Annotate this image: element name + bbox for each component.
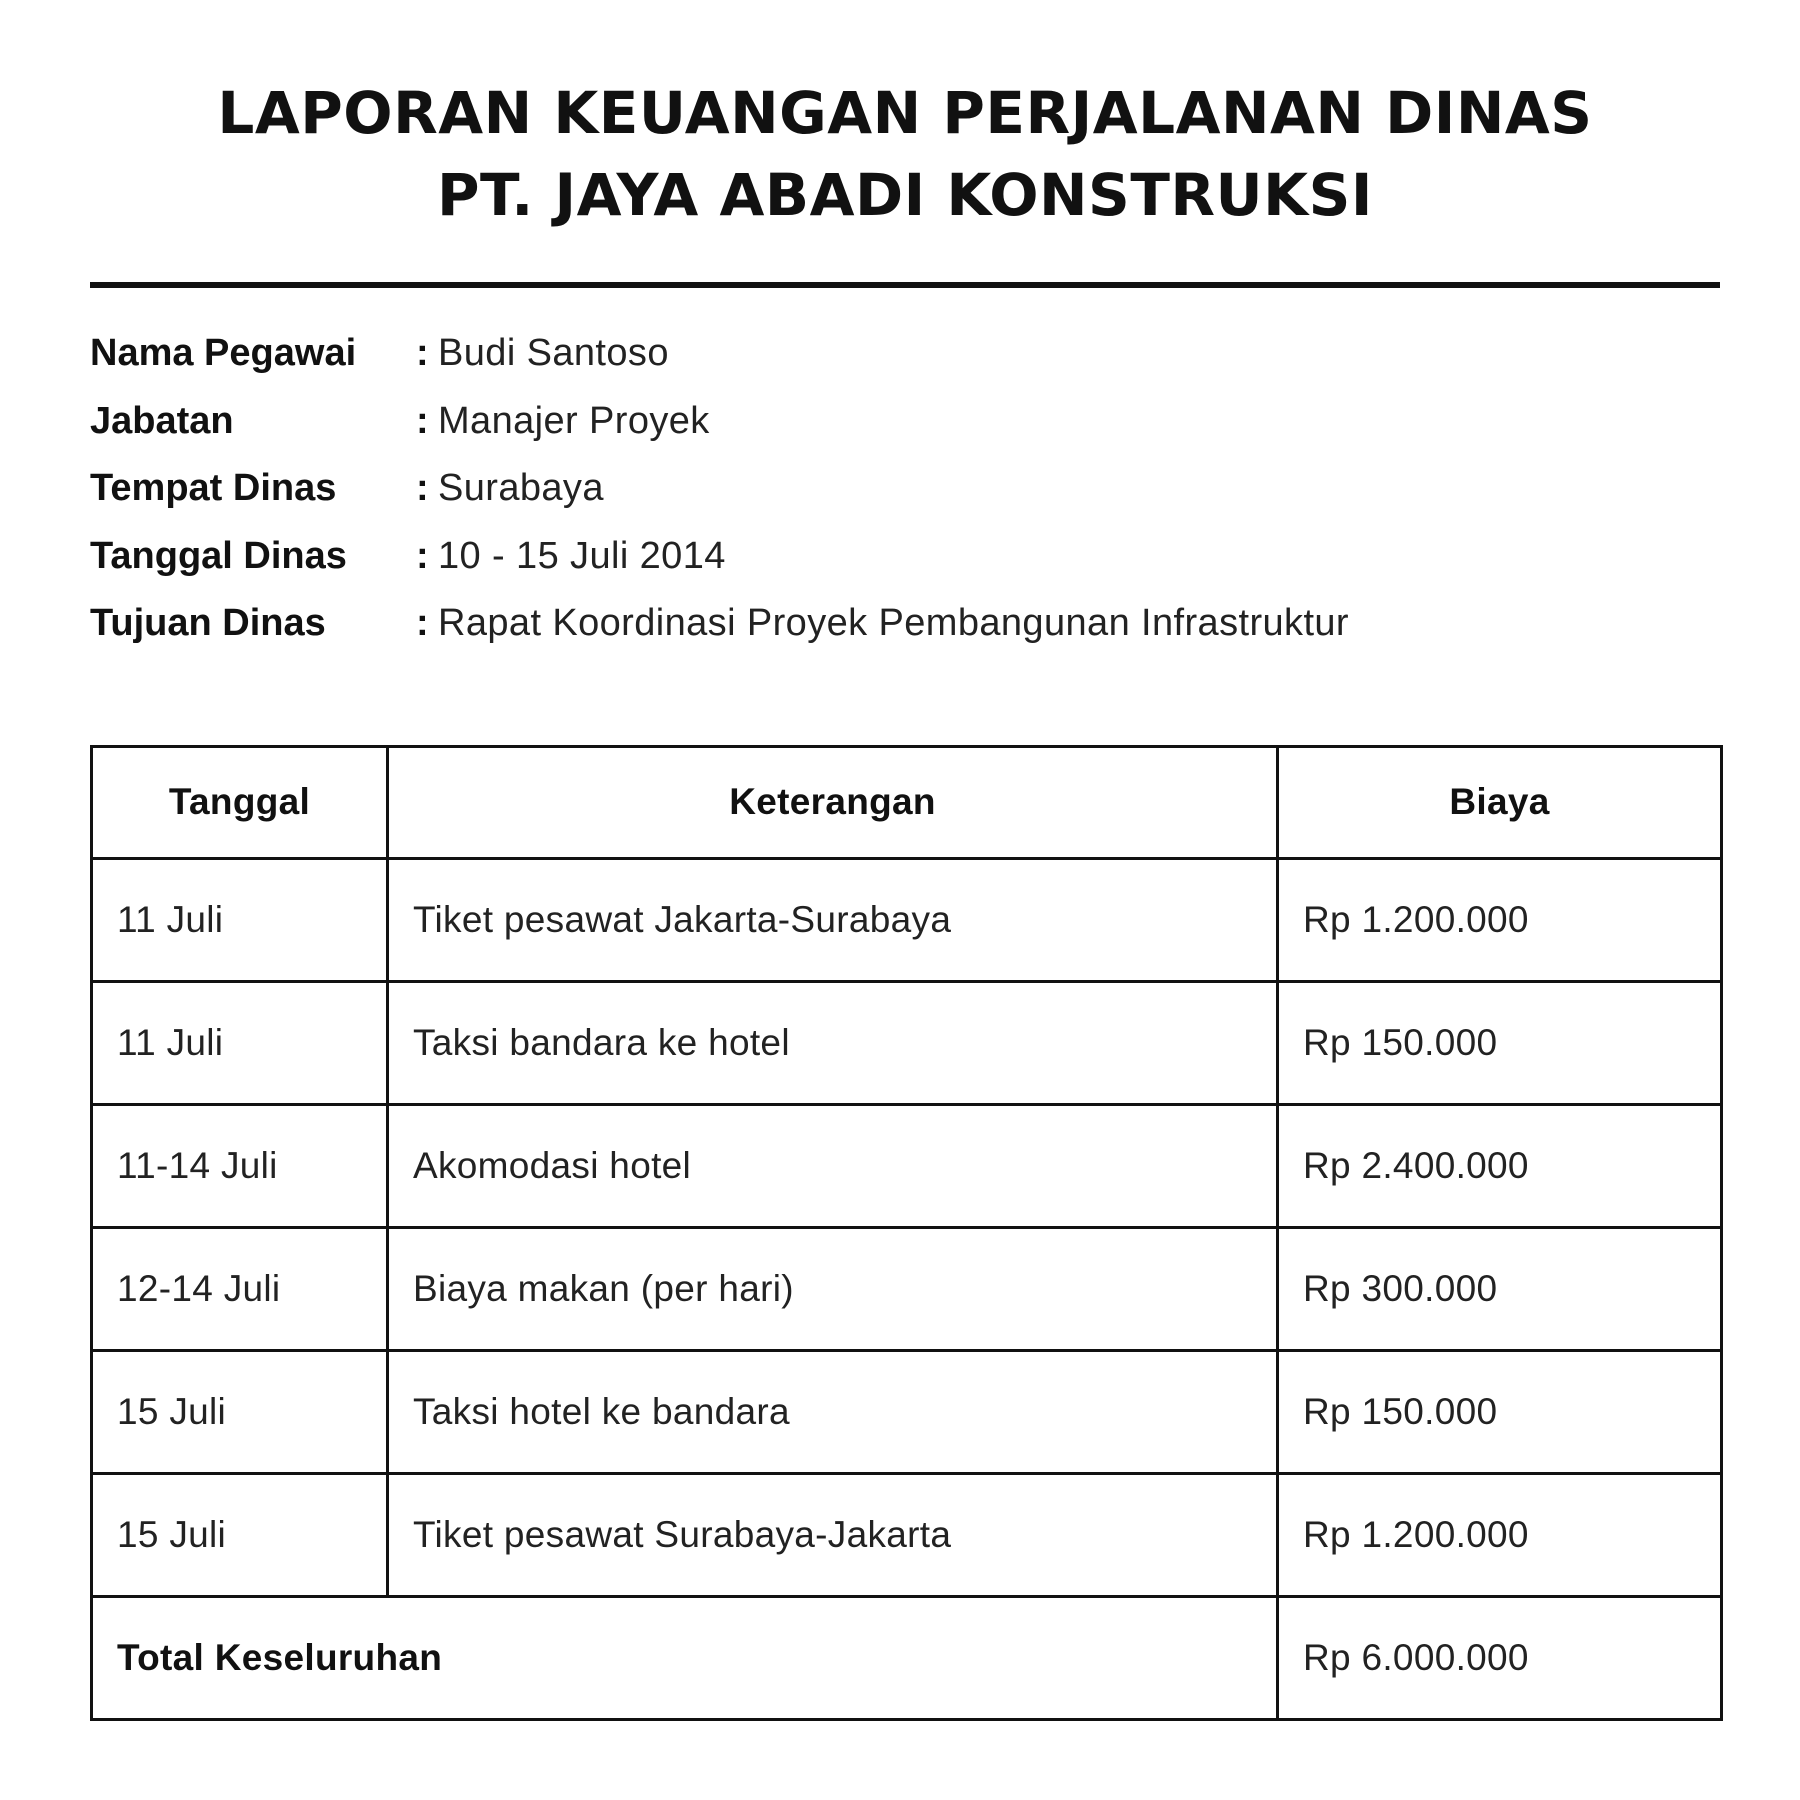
info-row-jabatan xyxy=(90,400,1720,468)
cell-description: Tiket pesawat Jakarta-Surabaya xyxy=(388,858,1278,981)
cell-cost: Rp 150.000 xyxy=(1278,1350,1722,1473)
info-value: Budi Santoso xyxy=(438,332,669,374)
cell-cost: Rp 150.000 xyxy=(1278,981,1722,1104)
table-row xyxy=(92,981,1722,1104)
cell-description: Biaya makan (per hari) xyxy=(388,1227,1278,1350)
info-label: Nama Pegawai xyxy=(90,332,357,374)
title-line-2: PT. JAYA ABADI KONSTRUKSI xyxy=(437,161,1373,229)
employee-info xyxy=(90,332,1720,670)
total-value: Rp 6.000.000 xyxy=(1278,1596,1722,1719)
info-row-tempat xyxy=(90,467,1720,535)
header-tanggal: Tanggal xyxy=(92,746,388,858)
info-label: Tanggal Dinas xyxy=(90,534,347,577)
info-colon: : xyxy=(416,602,429,644)
info-colon: : xyxy=(416,399,429,442)
cell-date: 11 Juli xyxy=(92,858,388,981)
cell-description: Tiket pesawat Surabaya-Jakarta xyxy=(388,1473,1278,1596)
title-divider xyxy=(90,282,1720,288)
header-keterangan: Keterangan xyxy=(388,746,1278,858)
table-row xyxy=(92,1350,1722,1473)
cell-description: Taksi bandara ke hotel xyxy=(388,981,1278,1104)
expense-table xyxy=(90,745,1723,1721)
info-label: Tujuan Dinas xyxy=(90,602,326,644)
cell-cost: Rp 1.200.000 xyxy=(1278,858,1722,981)
title-line-1: LAPORAN KEUANGAN PERJALANAN DINAS xyxy=(217,79,1593,147)
info-value: Surabaya xyxy=(438,467,604,509)
info-row-tujuan xyxy=(90,602,1720,670)
info-value: 10 - 15 Juli 2014 xyxy=(438,534,726,577)
report-title xyxy=(90,72,1720,236)
cell-description: Taksi hotel ke bandara xyxy=(388,1350,1278,1473)
info-row-tanggal xyxy=(90,535,1720,603)
table-row xyxy=(92,858,1722,981)
cell-description: Akomodasi hotel xyxy=(388,1104,1278,1227)
info-row-nama xyxy=(90,332,1720,400)
table-row xyxy=(92,1473,1722,1596)
info-colon: : xyxy=(416,534,429,577)
cell-date: 11-14 Juli xyxy=(92,1104,388,1227)
cell-date: 12-14 Juli xyxy=(92,1227,388,1350)
info-label: Jabatan xyxy=(90,399,234,442)
info-value: Rapat Koordinasi Proyek Pembangunan Infrastruktur xyxy=(438,602,1349,644)
cell-cost: Rp 2.400.000 xyxy=(1278,1104,1722,1227)
cell-date: 11 Juli xyxy=(92,981,388,1104)
info-label: Tempat Dinas xyxy=(90,467,337,509)
total-label: Total Keseluruhan xyxy=(92,1596,1278,1719)
cell-cost: Rp 1.200.000 xyxy=(1278,1473,1722,1596)
info-value: Manajer Proyek xyxy=(438,399,710,442)
header-biaya: Biaya xyxy=(1278,746,1722,858)
total-row xyxy=(92,1596,1722,1719)
table-header-row xyxy=(92,746,1722,858)
report-page xyxy=(90,0,1720,1721)
table-row xyxy=(92,1227,1722,1350)
cell-date: 15 Juli xyxy=(92,1473,388,1596)
cell-cost: Rp 300.000 xyxy=(1278,1227,1722,1350)
info-colon: : xyxy=(416,332,429,374)
table-row xyxy=(92,1104,1722,1227)
info-colon: : xyxy=(416,467,429,509)
cell-date: 15 Juli xyxy=(92,1350,388,1473)
